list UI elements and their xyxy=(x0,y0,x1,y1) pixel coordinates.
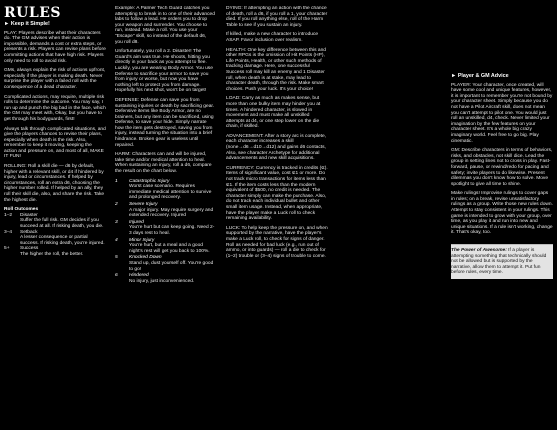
outcome-desc: A lesser consequence or partial success. If risking death, you're injured. xyxy=(20,235,105,246)
outcome-title: Setback xyxy=(20,229,38,235)
gm-advice-paragraph: GM: Describe characters in terms of behaviors, risks, and obstacles, not skill dice. Lead the group in setting lines not to cross in play. Fast-forward, pause, or rewind/redo for pacing and safety; invite players to do likewise. Present dilemmas you don't know how to solve. Move spotlight to give all time to shine. xyxy=(451,148,553,187)
player-advice-paragraph: PLAYER: Your character, once created, will have some cool and unique features, however, it is important to remember you're not bound by your character sheet. Simply because you do not have a Pilot Aircraft skill, does not mean you can't attempt to pilot one. You would just roll an unskilled, d4, check. Never limited your imagination by the few features on your character sheet. It's a whole big crazy imaginary world. Feel free to go big. Play cinematic. xyxy=(451,82,553,144)
advice-column xyxy=(451,6,553,427)
advice-subtitle: ► Player & GM Advice xyxy=(451,73,509,79)
page-title: RULES xyxy=(4,6,61,21)
complicated-actions-paragraph: Complicated actions, may require, multiple risk rolls to determine the outcome. You may say, I run up and punch the big bad in the face, which the GM may meet with, Okay, but you have to get through his bodyguards, first! xyxy=(4,94,106,122)
rulings-paragraph: Make rulings! Improvise rulings to cover gaps in rules; on a break, revise unsatisfactory rulings as a group. Write those new rules down. Attempt to stay consistent in your rulings. This game is intended to grow with your group, over time, as you play it and run into new and unique situations. If a rule isn't working, change it. That's okay, too. xyxy=(451,191,553,236)
health-paragraph: HEALTH: One key difference between this and other RPGs is the omission of Hit Points (HP), Life Points, Health, or other such methods of tracking damage. Here, one successful Success roll may kill an enemy and 1 Disaster roll, when death is at stake, may lead to character death, through the risk. Make smart choices. Push your luck. It's your choice! xyxy=(226,47,326,92)
harm-entry-number: 2 xyxy=(115,202,118,207)
luck-paragraph: LUCK: To help keep the pressure on, and when supported by the narrative, have the player's make a Luck roll, to check for signs of danger. Roll as needed for bad luck (e.g., run out of ammo, or into guards) — roll a die to check for (1–2) trouble or (3–4) signs of trouble to come. xyxy=(226,225,328,259)
outcome-row xyxy=(4,213,106,230)
harm-entry-number: 5 xyxy=(115,255,118,261)
defense-paragraph: DEFENSE: Defense can save you from sustaining injuries or death by sacrificing gear. Defensive items like Body Armor, are no brainers, but any item can be sacrificed, using Defense, to save your hide. Simply narrate how the item gets destroyed, saving you from injury, instead turning the situation into a brief hindrance. Broken gear is useless until repaired. xyxy=(115,97,215,148)
rules-column-2 xyxy=(115,6,215,427)
harm-table xyxy=(115,179,215,285)
harm-entry-desc: You're hurt but can keep going. Need 2-3 days rest to heal. xyxy=(129,225,215,236)
power-of-awesome-box xyxy=(451,244,553,279)
outcome-desc: Suffer the full risk. GM decides if you succeed at all. If risking death, you die. xyxy=(20,218,104,229)
harm-entry-title: 4 Minor Injury xyxy=(115,237,155,243)
harm-entry-number: 3 xyxy=(115,219,118,225)
rules-column-1 xyxy=(4,6,106,427)
outcome-title: Success xyxy=(20,246,39,252)
power-of-awesome-text: If a player is attempting something that technically should not be allowed but is supported by the narrative, allow them to attempt it. Put fun before rules, every time. xyxy=(451,248,547,276)
rules-column-3 xyxy=(226,6,329,427)
harm-entry-title: 1 Catastrophic Injury xyxy=(115,178,170,184)
harm-entry-desc: Worst case scenario. Requires immediate medical attention to survive and prolonged recovery. xyxy=(129,184,212,201)
outcome-row xyxy=(4,230,106,247)
outcome-desc: The higher the roll, the better. xyxy=(20,251,84,257)
power-of-awesome-title: The Power of Awesome: xyxy=(451,248,507,254)
harm-entry-number: 6 xyxy=(115,273,118,279)
talk-through-paragraph: Always talk through complicated situations, and give the players chances to revise their plans, especially when death is the risk. Also, remember to keep it moving, keeping the action and pressure on, and most of all, MAKE IT FUN! xyxy=(4,126,106,160)
outcome-range: 3–4 xyxy=(4,229,13,235)
example-outcome-paragraph: Unfortunately, you roll a 2. Disaster! The Guard's aim was true. He shoots, hitting you directly in your back as you attempt to flee. Luckily, you are wearing Body Armor. You use Defense to sacrifice your armor to save you from injury or worse, but now you have nothing left to protect you from damage. Hopefully his next shot, won't be on target! xyxy=(115,49,213,94)
rolling-paragraph: ROLLING: Roll a skill die — d6 by default, higher with a relevant skill, or d4 if hindered by injury, lead or circumstances. If helped by circumstances, roll an extra d6, choosing the higher number rolled. If helped by an ally, they roll their skill die, also, and share the risk. Take the highest die. xyxy=(4,164,105,203)
harm-paragraph: HARM: Characters can and will be injured, take time and/or medical attention to heal. When sustaining an injury, roll a d6, compare the result on the chart below. xyxy=(115,152,212,175)
roll-outcomes-heading: Roll Outcomes xyxy=(4,207,39,213)
outcome-range: 1–2 xyxy=(4,212,13,218)
roll-outcomes xyxy=(4,207,106,257)
example-paragraph: Example: A Palmer Tech Guard catches you attempting to break in to one of their advanced labs to follow a lead. He orders you to drop your weapon and surrender. You choose to run, instead. Make a roll. You use your "Escape" skill, so instead of the default d6, you roll d8. xyxy=(115,6,215,45)
harm-entry-desc: A major injury. May require surgery and extended recovery. Injured xyxy=(129,207,214,219)
harm-entry-title: 5 Knocked Down xyxy=(115,255,162,261)
outcome-row xyxy=(4,246,106,257)
harm-entry-title: 2 Severe Injury xyxy=(115,202,158,207)
dying-paragraph: DYING: If attempting an action with the chance of death, roll a d6, if you roll a 1, your character died. If you roll anything else, roll of the Harm Table to see if you sustain an injury. xyxy=(226,6,328,28)
currency-paragraph: CURRENCY: Currency is tracked in credits (₢). Items of significant value, cost ₢1 or more. Do not track micro transactions for items less than ₢1. If the item costs less than the modern equivalent of $500, no credit is needed. The character simply can make the purchase. Also, do not track each individual bullet and other small item usage. Instead, when appropriate, have the player make a Luck roll to check remaining availability. xyxy=(226,165,328,222)
load-paragraph: LOAD: Carry as much as makes sense, but more than one bulky item may hinder you at times. A hindered character, is slowed in movement and must make all unskilled attempts at d4, or one step lower on the die chain, if skilled. xyxy=(226,96,321,130)
harm-entry-desc: You're hurt, but a meal and a good night's rest will get you back to 100%. xyxy=(129,243,210,254)
play-paragraph: PLAY: Players describe what their characters do. The GM advises when their action is impossible, demands a cost or extra steps, or presents a risk. Players can revise plans before committing actions that have high risk. Players only need to roll to avoid risk. xyxy=(4,30,106,64)
harm-entry-desc: Stand up, dust yourself off. You're good to go! xyxy=(129,260,214,272)
harm-entry-desc: No injury, just inconvenienced. xyxy=(129,278,195,284)
gm-risk-paragraph: GMs, always explain the risk of actions upfront, especially if the player is making death. Never surprise the player with a failed roll with the consequence of a dead character. xyxy=(4,68,106,90)
advancement-paragraph: ADVANCEMENT: After a story arc is complete, each character increases a skill (none→d6→d10→d12) and gains d6 contacts, Also, see character Archetype for additional advancements and new skill acquisitions. xyxy=(226,133,327,162)
harm-entry-title: 3 Injured xyxy=(115,219,144,225)
outcome-title: Disaster xyxy=(20,212,38,218)
harm-entry-title: 6 Hindered xyxy=(115,273,149,279)
outcome-range: 5+ xyxy=(4,246,10,252)
harm-entry-number: 4 xyxy=(115,237,118,243)
harm-entry-number: 1 xyxy=(115,178,118,184)
section-subtitle: ► Keep it Simple! xyxy=(4,21,50,27)
killed-paragraph: If killed, make a new character to introduce ASAP. Favor inclusion over realism. xyxy=(226,32,319,43)
